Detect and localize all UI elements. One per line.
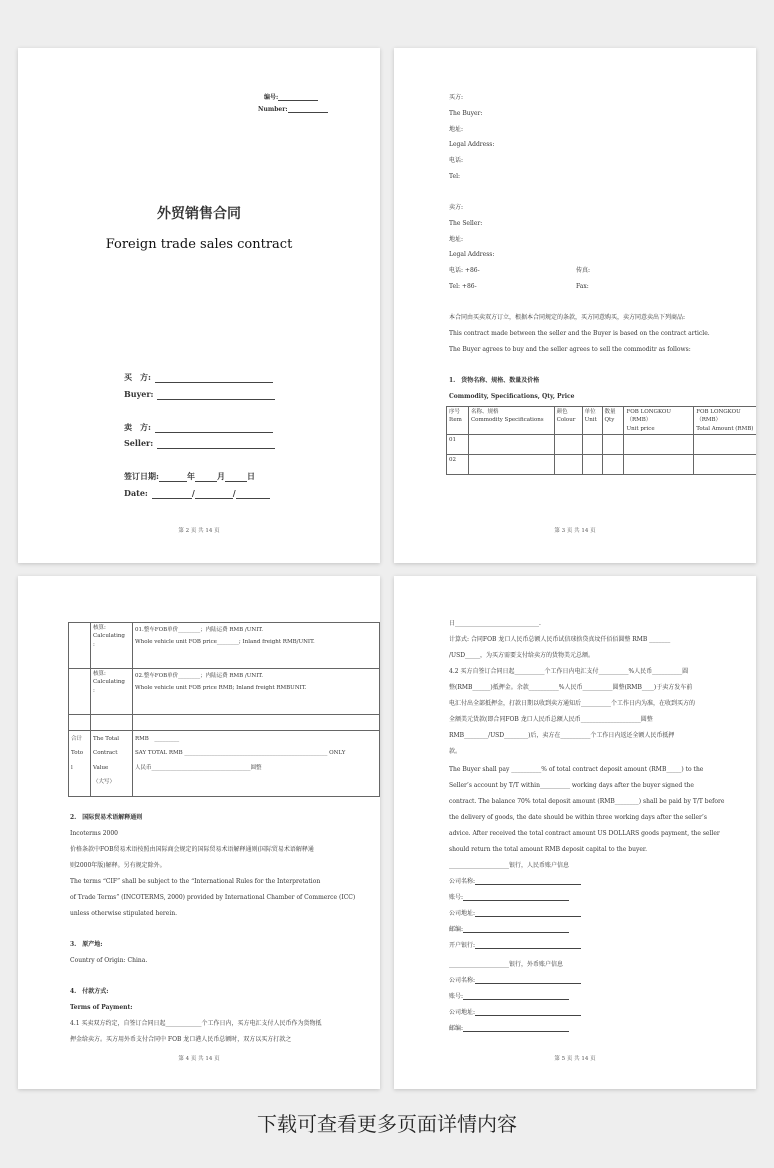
bank-field: 公司地址: bbox=[449, 910, 581, 917]
page-footer: 第 5 页 共 14 页 bbox=[554, 1056, 596, 1062]
payment-line: advice. After received the total contract amount US DOLLARS goods payment, the seller bbox=[449, 830, 720, 837]
seller-line: 地址: bbox=[449, 236, 464, 243]
table-row bbox=[69, 715, 380, 731]
page-footer: 第 4 页 共 14 页 bbox=[178, 1056, 220, 1062]
payment-line: 计算式: 合同FOB 龙口人民币总额人民币试信球捨贷真坟仟佰佰圆整 RMB _______ bbox=[449, 636, 671, 643]
payment-line: 日____________________________. bbox=[449, 620, 541, 627]
bank-field: 账号: bbox=[449, 993, 569, 1000]
page-footer: 第 3 页 共 14 页 bbox=[554, 528, 596, 534]
contract-page-parties bbox=[394, 48, 756, 563]
table-row: 01 bbox=[447, 434, 757, 454]
seller-fax-en: Fax: bbox=[576, 283, 589, 290]
seller-line: 卖方: bbox=[449, 204, 464, 211]
payment-line: The Buyer shall pay __________% of total contract deposit amount (RMB_____) to the bbox=[449, 766, 704, 773]
bank-field: 邮编: bbox=[449, 926, 569, 933]
payment-line: 电汇付出全部抵押金，打款日期以收到卖方通知后__________个工作日内为准，在收到买方的 bbox=[449, 700, 696, 707]
payment-line: RMB________/USD________)后，卖方在__________个工作日内返还全额人民币抵押 bbox=[449, 732, 675, 739]
section-4-text: 4.1 买卖双方约定，自签订合同日起____________个工作日内，买方电汇支付人民币作为货物抵 bbox=[70, 1020, 322, 1027]
section-4-text: 押金给卖方。买方用外币支付合同中 FOB 龙口港人民币总额时，双方以买方打款之 bbox=[70, 1036, 292, 1043]
section-2-text-en: The terms “CIF” shall be subject to the “International Rules for the Interpretation bbox=[70, 878, 321, 885]
payment-line: should return the total amount RMB deposit capital to the buyer. bbox=[449, 846, 647, 853]
contract-page-cover bbox=[18, 48, 380, 563]
number-label-en: Number: bbox=[258, 106, 328, 113]
page-footer: 第 2 页 共 14 页 bbox=[178, 528, 220, 534]
incoterms-label: Incoterms 2000 bbox=[70, 830, 118, 837]
seller-fax-cn: 传真: bbox=[576, 267, 591, 274]
title-cn: 外贸销售合同 bbox=[157, 206, 241, 222]
bank-field: 邮编: bbox=[449, 1025, 569, 1032]
section-2-text-cn: 则2000年版)解释。另有规定除外。 bbox=[70, 862, 166, 869]
seller-en: Seller: bbox=[124, 439, 275, 449]
commodity-table bbox=[446, 406, 756, 475]
section-3-title: 3. 原产地: bbox=[70, 941, 103, 948]
seller-tel-en: Tel: +86- bbox=[449, 283, 477, 290]
table-header-row: 序号 Item 名称、规格 Commodity Specifications 颜色 Colour 单位 Unit 数量 Qty FOB LONGKOU（RMB） Unit price FOB LONGKOU（RMB） Total Amount (RMB) bbox=[447, 407, 757, 435]
agreement-paragraph: 本合同由买卖双方订立，根据本合同规定的条款，买方同意购买，卖方同意卖出下列商品: bbox=[449, 314, 686, 321]
buyer-line: 电话: bbox=[449, 157, 464, 164]
number-label-cn: 编号: bbox=[264, 94, 318, 101]
country-of-origin: Country of Origin: China. bbox=[70, 957, 148, 964]
table-row: 核算: Calculating : 01.整车FOB单价________；内陆运费 RMB /UNIT. Whole vehicle unit FOB price________; Inland freight RMB/UNIT. bbox=[69, 623, 380, 669]
rmb-bank-heading: ____________________银行，人民币账户信息 bbox=[449, 862, 570, 869]
buyer-line: Tel: bbox=[449, 173, 461, 180]
buyer-line: The Buyer: bbox=[449, 110, 483, 117]
table-total-row: 合计 Toto l The Total Contract Value （大写） RMB _________ SAY TOTAL RMB ____________________________________________________ ONLY 人民币____________________________________圆整 bbox=[69, 731, 380, 797]
seller-line: The Seller: bbox=[449, 220, 483, 227]
bank-field: 公司地址: bbox=[449, 1009, 581, 1016]
payment-line: 4.2 买方自签订合同日起__________个工作日内电汇支付__________%人民币__________圆 bbox=[449, 668, 689, 675]
seller-tel-cn: 电话: +86- bbox=[449, 267, 480, 274]
section-1-title-en: Commodity, Specifications, Qty, Price bbox=[449, 393, 575, 400]
calculation-table bbox=[68, 622, 380, 797]
foreign-bank-heading: ____________________银行，外币账户信息 bbox=[449, 961, 564, 968]
buyer-line: 地址: bbox=[449, 126, 464, 133]
payment-line: Seller’s account by T/T within__________ working days after the buyer signed the bbox=[449, 782, 694, 789]
payment-line: the delivery of goods, the date should be within three working days after the seller’s bbox=[449, 814, 707, 821]
section-4-title: 4. 付款方式: bbox=[70, 988, 109, 995]
bank-field: 公司名称: bbox=[449, 977, 581, 984]
table-row: 02 bbox=[447, 454, 757, 474]
buyer-cn: 买 方: bbox=[124, 373, 273, 383]
agreement-paragraph: The Buyer agrees to buy and the seller agrees to sell the commoditr as follows: bbox=[449, 346, 691, 353]
terms-of-payment: Terms of Payment: bbox=[70, 1004, 133, 1011]
payment-line: /USD_____，为买方需要支付给卖方的货物美元总额。 bbox=[449, 652, 594, 659]
buyer-line: 买方: bbox=[449, 94, 464, 101]
section-2-text-cn: 价格条款中FOB贸易术语按照由国际商会规定的国际贸易术语解释通则(国际贸易术语解释通 bbox=[70, 846, 314, 853]
buyer-line: Legal Address: bbox=[449, 141, 495, 148]
sign-date-en: Date: / / bbox=[124, 489, 270, 499]
table-row: 核算: Calculating : 02.整车FOB单价________；内陆运费 RMB /UNIT. Whole vehicle unit FOB price RMB; Inland freight RMBUNIT. bbox=[69, 669, 380, 715]
title-en: Foreign trade sales contract bbox=[105, 237, 293, 252]
payment-line: 全额美元货款(即合同FOB 龙口人民币总额人民币____________________圆整 bbox=[449, 716, 653, 723]
section-2-title: 2. 国际贸易术语解释通则 bbox=[70, 814, 143, 821]
section-1-title-cn: 1. 货物名称、规格、数量及价格 bbox=[449, 377, 540, 384]
bank-field: 公司名称: bbox=[449, 878, 581, 885]
section-2-text-en: of Trade Terms” (INCOTERMS, 2000) provided by International Chamber of Commerce (ICC) bbox=[70, 894, 356, 901]
sign-date-cn: 签订日期: 年 月 日 bbox=[124, 471, 255, 481]
contract-page-terms bbox=[18, 576, 380, 1089]
seller-line: Legal Address: bbox=[449, 251, 495, 258]
contract-page-payment bbox=[394, 576, 756, 1089]
bank-field: 账号: bbox=[449, 894, 569, 901]
bank-field: 开户银行: bbox=[449, 942, 581, 949]
download-caption: 下载可查看更多页面详情内容 bbox=[257, 1112, 517, 1136]
buyer-en: Buyer: bbox=[124, 390, 275, 400]
agreement-paragraph: This contract made between the seller and the Buyer is based on the contract article. bbox=[449, 330, 710, 337]
payment-line: 整(RMB______)抵押金。余款__________%人民币__________圆整(RMB____)于卖方发车前 bbox=[449, 684, 693, 691]
payment-line: contract. The balance 70% total deposit amount (RMB________) shall be paid by T/T before bbox=[449, 798, 725, 805]
payment-line: 款。 bbox=[449, 748, 462, 755]
seller-cn: 卖 方: bbox=[124, 423, 273, 433]
section-2-text-en: unless otherwise stipulated herein. bbox=[70, 910, 178, 917]
